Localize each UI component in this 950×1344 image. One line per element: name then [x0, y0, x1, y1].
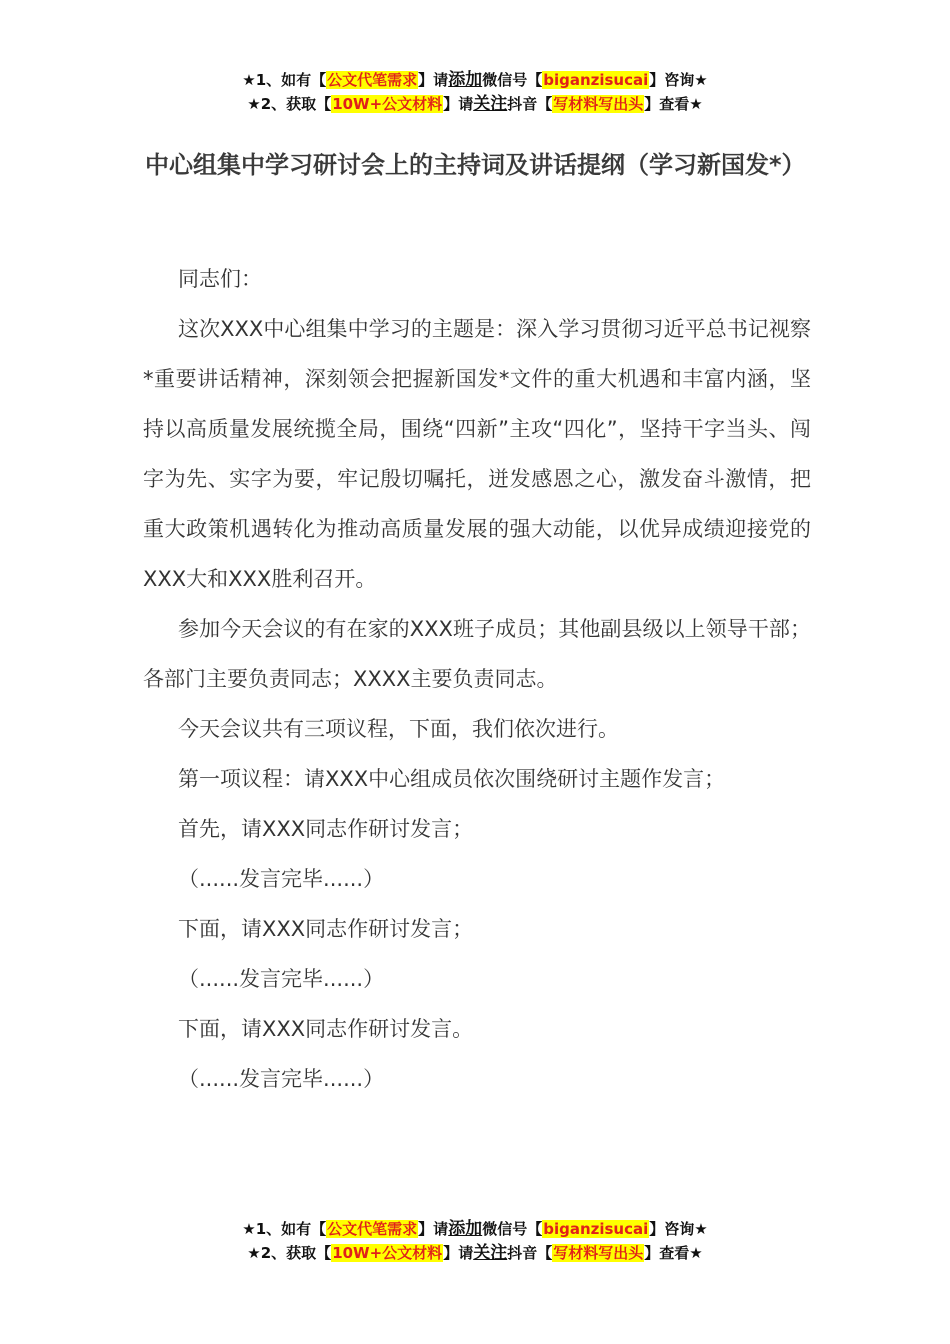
banner-text: ★1、如有【 [242, 71, 327, 89]
footer-banner [0, 1217, 950, 1265]
banner-emphasis-follow: 关注 [473, 94, 508, 114]
paragraph-speech-end-2: （......发言完毕......） [178, 967, 385, 991]
paragraph-speaker-2: 下面，请XXX同志作研讨发言； [178, 917, 474, 941]
banner-line-2 [0, 92, 950, 116]
banner-text: 】查看★ [644, 1244, 703, 1262]
paragraph-speaker-1: 首先，请XXX同志作研讨发言； [178, 817, 474, 841]
paragraph-speaker-3: 下面，请XXX同志作研讨发言。 [178, 1017, 474, 1041]
banner-emphasis-follow: 关注 [473, 1243, 508, 1263]
banner-highlight-service: 公文代笔需求 [327, 71, 418, 89]
banner-text: 】请 [443, 95, 474, 113]
banner-highlight-douyin-id: 写材料写出头 [553, 95, 644, 113]
banner-text: 微信号【 [482, 1220, 543, 1238]
banner-text: ★2、获取【 [247, 1244, 332, 1262]
banner-text: 】请 [418, 71, 449, 89]
banner-highlight-service: 公文代笔需求 [327, 1220, 418, 1238]
banner-text: ★2、获取【 [247, 95, 332, 113]
banner-text: 】请 [418, 1220, 449, 1238]
header-banner [0, 68, 950, 116]
banner-text: 】咨询★ [649, 1220, 708, 1238]
paragraph-agenda-item-1: 第一项议程：请XXX中心组成员依次围绕研讨主题作发言； [178, 767, 726, 791]
banner-highlight-materials: 10W+公文材料 [332, 1244, 443, 1262]
paragraph-agenda-intro: 今天会议共有三项议程，下面，我们依次进行。 [178, 717, 619, 741]
paragraph-attendees: 参加今天会议的有在家的XXX班子成员；其他副县级以上领导干部；各部门主要负责同志；XXXX主要负责同志。 [143, 617, 811, 691]
banner-emphasis-add: 添加 [448, 70, 483, 90]
document-body [143, 254, 811, 1104]
banner-highlight-douyin-id: 写材料写出头 [553, 1244, 644, 1262]
banner-text: 】查看★ [644, 95, 703, 113]
banner-highlight-wechat-id: biganzisucai [543, 71, 649, 89]
banner-text: 】请 [443, 1244, 474, 1262]
paragraph-theme: 这次XXX中心组集中学习的主题是：深入学习贯彻习近平总书记视察*重要讲话精神，深刻领会把握新国发*文件的重大机遇和丰富内涵，坚持以高质量发展统揽全局，围绕“四新”主攻“四化”，坚持干字当头、闯字为先、实字为要，牢记殷切嘱托，迸发感恩之心，激发奋斗激情，把重大政策机遇转化为推动高质量发展的强大动能，以优异成绩迎接党的XXX大和XXX胜利召开。 [143, 317, 811, 591]
banner-text: 】咨询★ [649, 71, 708, 89]
document-title: 中心组集中学习研讨会上的主持词及讲话提纲（学习新国发*） [145, 151, 806, 179]
banner-highlight-materials: 10W+公文材料 [332, 95, 443, 113]
banner-line-1 [0, 68, 950, 92]
banner-text: 抖音【 [507, 95, 553, 113]
paragraph-greeting: 同志们： [178, 267, 262, 291]
paragraph-speech-end-3: （......发言完毕......） [178, 1067, 385, 1091]
banner-text: 抖音【 [507, 1244, 553, 1262]
banner-text: ★1、如有【 [242, 1220, 327, 1238]
banner-highlight-wechat-id: biganzisucai [543, 1220, 649, 1238]
paragraph-speech-end-1: （......发言完毕......） [178, 867, 385, 891]
banner-line-2 [0, 1241, 950, 1265]
banner-emphasis-add: 添加 [448, 1219, 483, 1239]
banner-line-1 [0, 1217, 950, 1241]
banner-text: 微信号【 [482, 71, 543, 89]
